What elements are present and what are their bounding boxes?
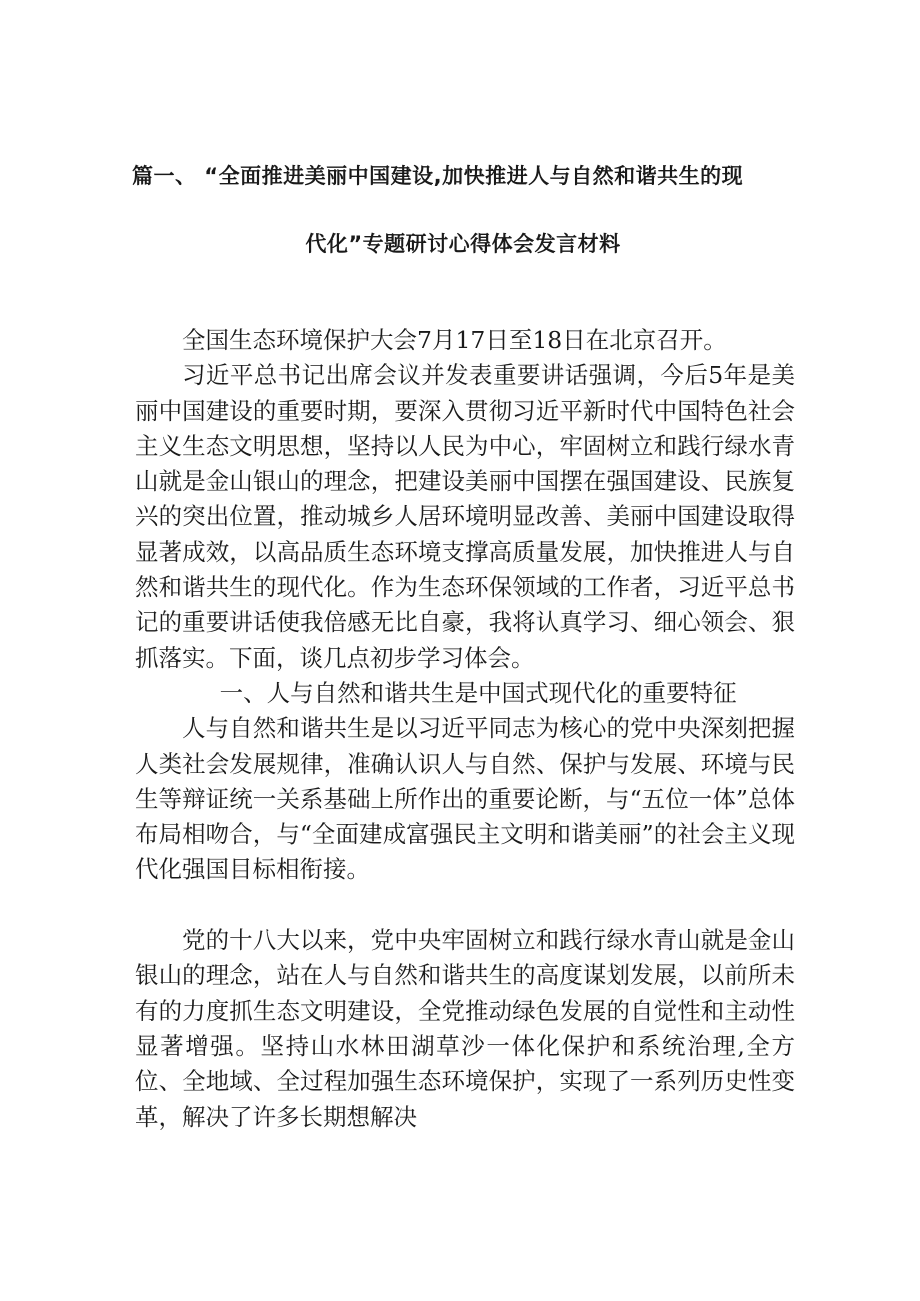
paragraph-harmony-concept: 人与自然和谐共生是以习近平同志为核心的党中央深刻把握人类社会发展规律，准确认识人与自然、保护与发展、环境与民生等辩证统一关系基础上所作出的重要论断，与“五位一体”总体布局相吻合，与“全面建成富强民主文明和谐美丽”的社会主义现代化强国目标相衔接。 — [135, 714, 795, 884]
paragraph-meeting-intro: 全国生态环境保护大会7月17日至18日在北京召开。 — [182, 326, 727, 354]
section-heading-1: 一、人与自然和谐共生是中国式现代化的重要特征 — [219, 678, 737, 707]
document-body — [135, 323, 795, 1135]
document-title-line-2: 代化”专题研讨心得体会发言材料 — [305, 232, 621, 256]
paragraph-speech-summary: 习近平总书记出席会议并发表重要讲话强调，今后5年是美丽中国建设的重要时期，要深入贯彻习近平新时代中国特色社会主义生态文明思想，坚持以人民为中心，牢固树立和践行绿水青山就是金山银山的理念，把建设美丽中国摆在强国建设、民族复兴的突出位置，推动城乡人居环境明显改善、美丽中国建设取得显著成效，以高品质生态环境支撑高质量发展，加快推进人与自然和谐共生的现代化。作为生态环保领域的工作者，习近平总书记的重要讲话使我倍感无比自豪，我将认真学习、细心领会、狠抓落实。下面，谈几点初步学习体会。 — [135, 361, 795, 672]
paragraph-since-18th-congress: 党的十八大以来，党中央牢固树立和践行绿水青山就是金山银山的理念，站在人与自然和谐共生的高度谋划发展，以前所未有的力度抓生态文明建设，全党推动绿色发展的自觉性和主动性显著增强。坚持山水林田湖草沙一体化保护和系统治理,全方位、全地域、全过程加强生态环境保护，实现了一系列历史性变革，解决了许多长期想解决 — [135, 926, 795, 1131]
document-title-line-1: 篇一、 “全面推进美丽中国建设,加快推进人与自然和谐共生的现 — [132, 164, 744, 188]
